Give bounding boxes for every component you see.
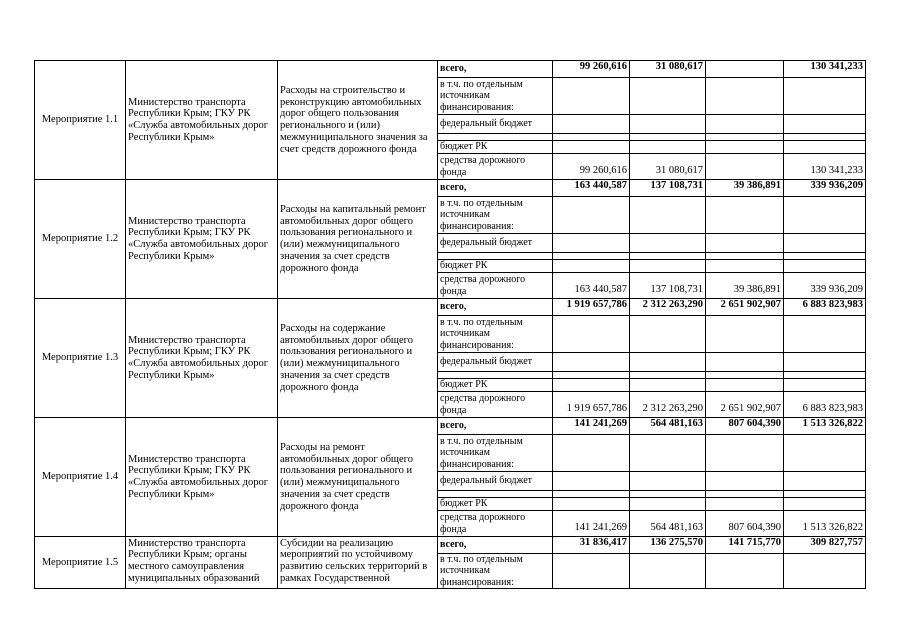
value-cell: 163 440,587 <box>553 180 630 197</box>
table-row <box>35 299 866 316</box>
event-label: Мероприятие 1.4 <box>35 418 126 537</box>
source-total-label: всего, <box>438 418 553 435</box>
value-cell: 163 440,587 <box>553 273 630 299</box>
source-rk-label: бюджет РК <box>438 141 553 154</box>
source-breakdown-label: в т.ч. по отдельным источникам финансирования: <box>438 554 553 589</box>
source-federal-label: федеральный бюджет <box>438 472 553 491</box>
value-cell: 137 108,731 <box>630 273 706 299</box>
value-cell: 2 651 902,907 <box>706 299 784 316</box>
value-cell: 309 827,757 <box>784 537 866 554</box>
table-row <box>35 61 866 78</box>
source-road-fund-label: средства дорожного фонда <box>438 273 553 299</box>
table-row <box>35 418 866 435</box>
executor-cell: Министерство транспорта Республики Крым; ГКУ РК «Служба автомобильных дорог Республики Крым» <box>126 299 278 418</box>
value-cell: 130 341,233 <box>784 154 866 180</box>
source-road-fund-label: средства дорожного фонда <box>438 511 553 537</box>
description-cell: Расходы на ремонт автомобильных дорог общего пользования регионального и (или) межмуниципального значения за счет средств дорожного фонда <box>278 418 438 537</box>
value-cell: 564 481,163 <box>630 511 706 537</box>
source-breakdown-label: в т.ч. по отдельным источникам финансирования: <box>438 316 553 353</box>
table-row <box>35 180 866 197</box>
source-federal-label: федеральный бюджет <box>438 353 553 372</box>
value-cell: 2 651 902,907 <box>706 392 784 418</box>
source-breakdown-label: в т.ч. по отдельным источникам финансирования: <box>438 197 553 234</box>
event-label: Мероприятие 1.3 <box>35 299 126 418</box>
description-cell <box>278 537 438 589</box>
description-cell: Расходы на капитальный ремонт автомобильных дорог общего пользования регионального и (или) межмуниципального значения за счет средств дорожного фонда <box>278 180 438 299</box>
source-total-label: всего, <box>438 61 553 78</box>
value-cell: 31 836,417 <box>553 537 630 554</box>
source-total-label: всего, <box>438 299 553 316</box>
value-cell: 6 883 823,983 <box>784 299 866 316</box>
source-total-label: всего, <box>438 180 553 197</box>
value-cell: 1 919 657,786 <box>553 299 630 316</box>
value-cell: 1 919 657,786 <box>553 392 630 418</box>
description-text: Субсидии на реализацию мероприятий по устойчивому развитию сельских территорий в рамках Государственной <box>280 537 428 584</box>
executor-cell: Министерство транспорта Республики Крым; ГКУ РК «Служба автомобильных дорог Республики Крым» <box>126 180 278 299</box>
event-label: Мероприятие 1.5 <box>35 537 126 589</box>
source-breakdown-label: в т.ч. по отдельным источникам финансирования: <box>438 78 553 115</box>
budget-table <box>34 60 866 589</box>
value-cell: 31 080,617 <box>630 61 706 78</box>
value-cell <box>706 154 784 180</box>
value-cell: 141 241,269 <box>553 418 630 435</box>
source-rk-label: бюджет РК <box>438 260 553 273</box>
value-cell: 339 936,209 <box>784 180 866 197</box>
value-cell: 1 513 326,822 <box>784 418 866 435</box>
value-cell: 136 275,570 <box>630 537 706 554</box>
event-label: Мероприятие 1.2 <box>35 180 126 299</box>
value-cell: 1 513 326,822 <box>784 511 866 537</box>
value-cell: 130 341,233 <box>784 61 866 78</box>
value-cell: 31 080,617 <box>630 154 706 180</box>
source-breakdown-label: в т.ч. по отдельным источникам финансирования: <box>438 435 553 472</box>
executor-cell: Министерство транспорта Республики Крым; ГКУ РК «Служба автомобильных дорог Республики Крым» <box>126 418 278 537</box>
source-federal-label: федеральный бюджет <box>438 115 553 134</box>
value-cell: 141 715,770 <box>706 537 784 554</box>
value-cell: 6 883 823,983 <box>784 392 866 418</box>
value-cell: 807 604,390 <box>706 418 784 435</box>
source-rk-label: бюджет РК <box>438 379 553 392</box>
table-row <box>35 537 866 554</box>
value-cell: 2 312 263,290 <box>630 392 706 418</box>
source-road-fund-label: средства дорожного фонда <box>438 154 553 180</box>
value-cell: 39 386,891 <box>706 180 784 197</box>
value-cell: 807 604,390 <box>706 511 784 537</box>
source-federal-label: федеральный бюджет <box>438 234 553 253</box>
value-cell: 141 241,269 <box>553 511 630 537</box>
value-cell: 564 481,163 <box>630 418 706 435</box>
executor-cell: Министерство транспорта Республики Крым; ГКУ РК «Служба автомобильных дорог Республики Крым» <box>126 61 278 180</box>
value-cell: 339 936,209 <box>784 273 866 299</box>
source-total-label: всего, <box>438 537 553 554</box>
value-cell <box>706 61 784 78</box>
value-cell: 99 260,616 <box>553 61 630 78</box>
value-cell: 137 108,731 <box>630 180 706 197</box>
event-label: Мероприятие 1.1 <box>35 61 126 180</box>
description-cell: Расходы на содержание автомобильных дорог общего пользования регионального и (или) межмуниципального значения за счет средств дорожного фонда <box>278 299 438 418</box>
source-rk-label: бюджет РК <box>438 498 553 511</box>
executor-text: Министерство транспорта Республики Крым; органы местного самоуправления муниципальных образований <box>128 537 260 584</box>
description-cell: Расходы на строительство и реконструкцию автомобильных дорог общего пользования регионального и (или) межмуниципального значения за счет средств дорожного фонда <box>278 61 438 180</box>
value-cell: 39 386,891 <box>706 273 784 299</box>
executor-cell <box>126 537 278 589</box>
value-cell: 99 260,616 <box>553 154 630 180</box>
source-road-fund-label: средства дорожного фонда <box>438 392 553 418</box>
value-cell: 2 312 263,290 <box>630 299 706 316</box>
